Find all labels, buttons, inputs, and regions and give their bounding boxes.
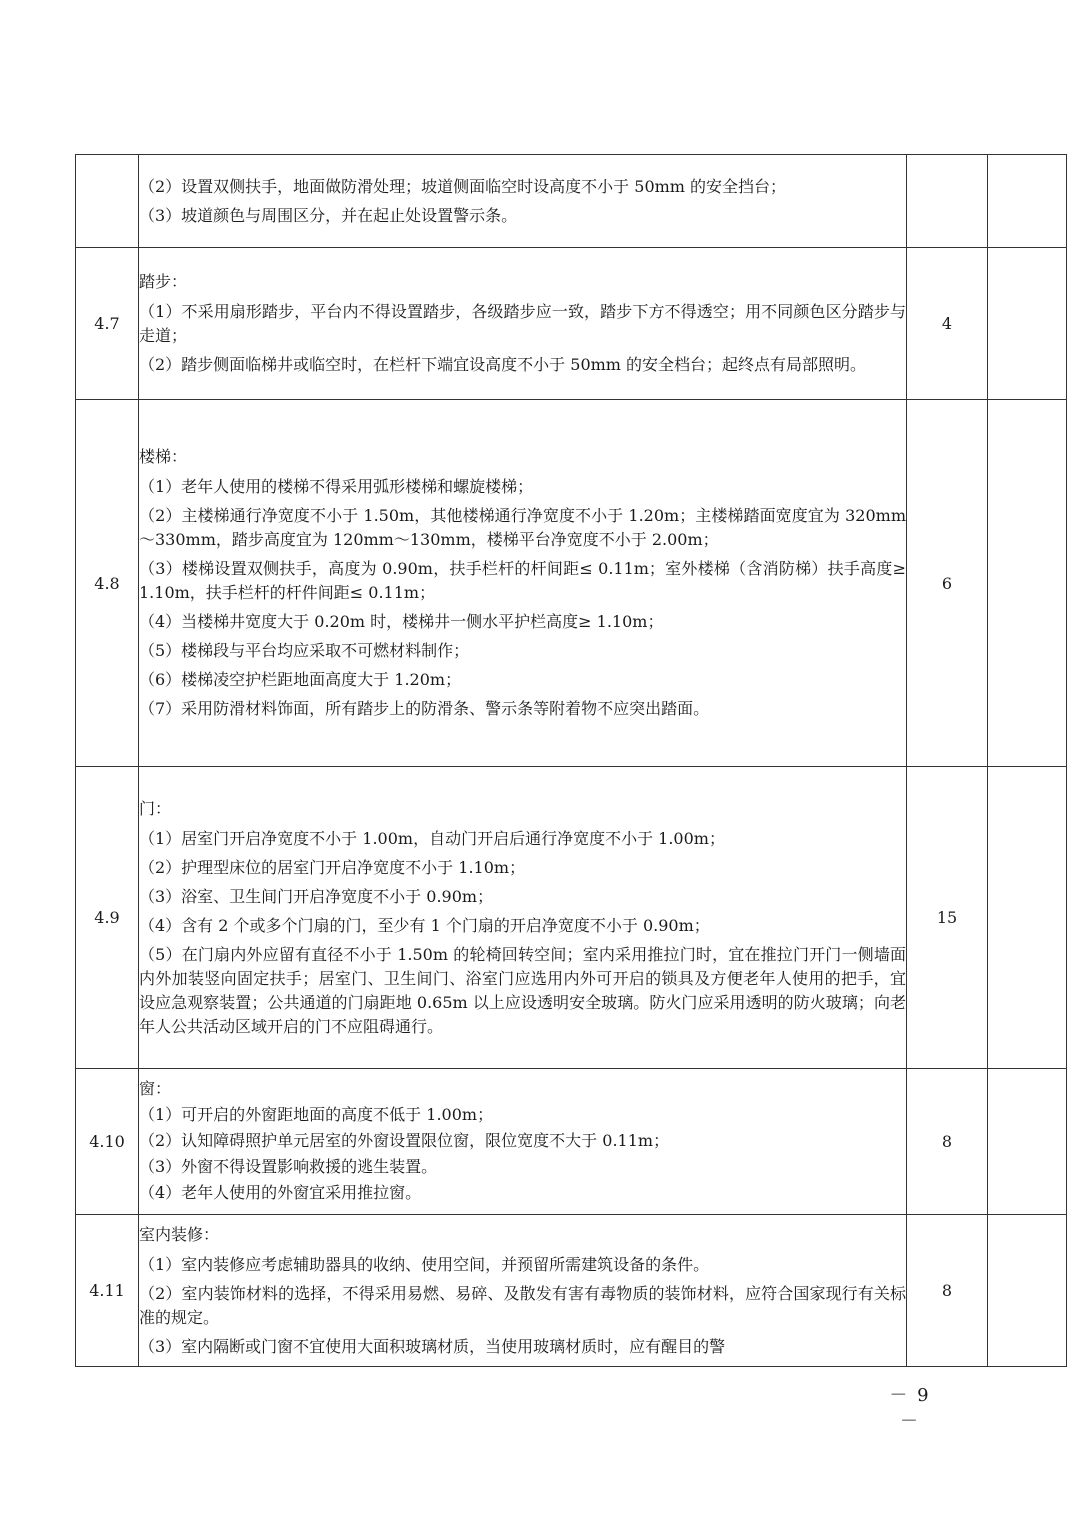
clause-line: （3）室内隔断或门窗不宜使用大面积玻璃材质，当使用玻璃材质时，应有醒目的警 [139,1336,726,1356]
clause-line: （1）可开启的外窗距地面的高度不低于 1.00m； [139,1104,494,1124]
clause-line: （5）在门扇内外应留有直径不小于 1.50m 的轮椅回转空间；室内采用推拉门时，宜在推拉门开门一侧墙面内外加装竖向固定扶手；居室门、卫生间门、浴室门应选用内外可开启的锁具及方便老年人使用的把手，宜设应急观察装置；公共通道的门扇距地 0.65m 以上应设透明安全玻璃。防火门应采用透明的防火玻璃；向老年人公共活动区域开启的门不应阻碍通行。 [139,944,906,1036]
blank-cell [988,1215,1067,1367]
table-row [76,1069,1067,1215]
clause-line: （2）设置双侧扶手，地面做防滑处理；坡道侧面临空时设高度不小于 50mm 的安全挡台； [139,176,787,196]
item-code: 4.10 [76,1069,139,1215]
table-row [76,767,1067,1069]
clause-line: （1）居室门开启净宽度不小于 1.00m，自动门开启后通行净宽度不小于 1.00m； [139,828,725,848]
item-score: 6 [907,400,988,767]
clause-line: （1）室内装修应考虑辅助器具的收纳、使用空间，并预留所需建筑设备的条件。 [139,1254,710,1274]
clause-line: （1）不采用扇形踏步，平台内不得设置踏步，各级踏步应一致，踏步下方不得透空；用不同颜色区分踏步与走道； [139,302,906,345]
clause-line: （5）楼梯段与平台均应采取不可燃材料制作； [139,641,470,660]
item-title: 室内装修： [139,1224,220,1244]
item-score: 8 [907,1069,988,1215]
blank-cell [988,767,1067,1069]
table-row [76,248,1067,400]
item-code: 4.9 [76,767,139,1069]
standards-table [75,154,1067,1367]
clause-line: （2）主楼梯通行净宽度不小于 1.50m，其他楼梯通行净宽度不小于 1.20m；主楼梯踏面宽度宜为 320mm～330mm，踏步高度宜为 120mm～130mm，楼梯平台净宽度不小于 2.00m； [139,506,906,549]
blank-cell [988,400,1067,767]
clause-line: （3）楼梯设置双侧扶手，高度为 0.90m，扶手栏杆的杆间距≤ 0.11m；室外楼梯（含消防梯）扶手高度≥ 1.10m，扶手栏杆的杆件间距≤ 0.11m； [139,559,906,602]
clause-line: （3）外窗不得设置影响救援的逃生装置。 [139,1156,438,1176]
blank-cell [988,248,1067,400]
clause-line: （2）护理型床位的居室门开启净宽度不小于 1.10m； [139,857,526,877]
item-content [139,767,907,1069]
item-score: 15 [907,767,988,1069]
clause-line: （2）踏步侧面临梯井或临空时，在栏杆下端宜设高度不小于 50mm 的安全档台；起终点有局部照明。 [139,355,867,374]
item-title: 踏步： [139,272,188,291]
clause-line: （4）老年人使用的外窗宜采用推拉窗。 [139,1182,422,1202]
item-content [139,1069,907,1215]
item-content [139,248,907,400]
item-score: 4 [907,248,988,400]
clause-line: （4）当楼梯井宽度大于 0.20m 时，楼梯井一侧水平护栏高度≥ 1.10m； [139,612,664,631]
table-row [76,400,1067,767]
item-title: 楼梯： [139,447,188,466]
item-score [907,155,988,248]
blank-cell [988,155,1067,248]
clause-line: （3）坡道颜色与周围区分，并在起止处设置警示条。 [139,205,518,225]
item-code: 4.7 [76,248,139,400]
clause-line: （2）室内装饰材料的选择，不得采用易燃、易碎、及散发有害有毒物质的装饰材料，应符合国家现行有关标准的规定。 [139,1283,906,1327]
item-score: 8 [907,1215,988,1367]
clause-line: （4）含有 2 个或多个门扇的门，至少有 1 个门扇的开启净宽度不小于 0.90m； [139,915,710,935]
clause-line: （3）浴室、卫生间门开启净宽度不小于 0.90m； [139,886,494,906]
table-row [76,1215,1067,1367]
page-number: － 9 － [889,1385,931,1432]
item-content [139,155,907,248]
table-row [76,155,1067,248]
clause-line: （2）认知障碍照护单元居室的外窗设置限位窗，限位宽度不大于 0.11m； [139,1130,670,1150]
item-title: 窗： [139,1078,172,1098]
clause-line: （1）老年人使用的楼梯不得采用弧形楼梯和螺旋楼梯； [139,477,534,496]
clause-line: （7）采用防滑材料饰面，所有踏步上的防滑条、警示条等附着物不应突出踏面。 [139,699,710,718]
item-code: 4.8 [76,400,139,767]
item-content [139,400,907,767]
clause-line: （6）楼梯凌空护栏距地面高度大于 1.20m； [139,670,462,689]
blank-cell [988,1069,1067,1215]
item-title: 门： [139,798,172,818]
item-code [76,155,139,248]
item-content [139,1215,907,1367]
item-code: 4.11 [76,1215,139,1367]
